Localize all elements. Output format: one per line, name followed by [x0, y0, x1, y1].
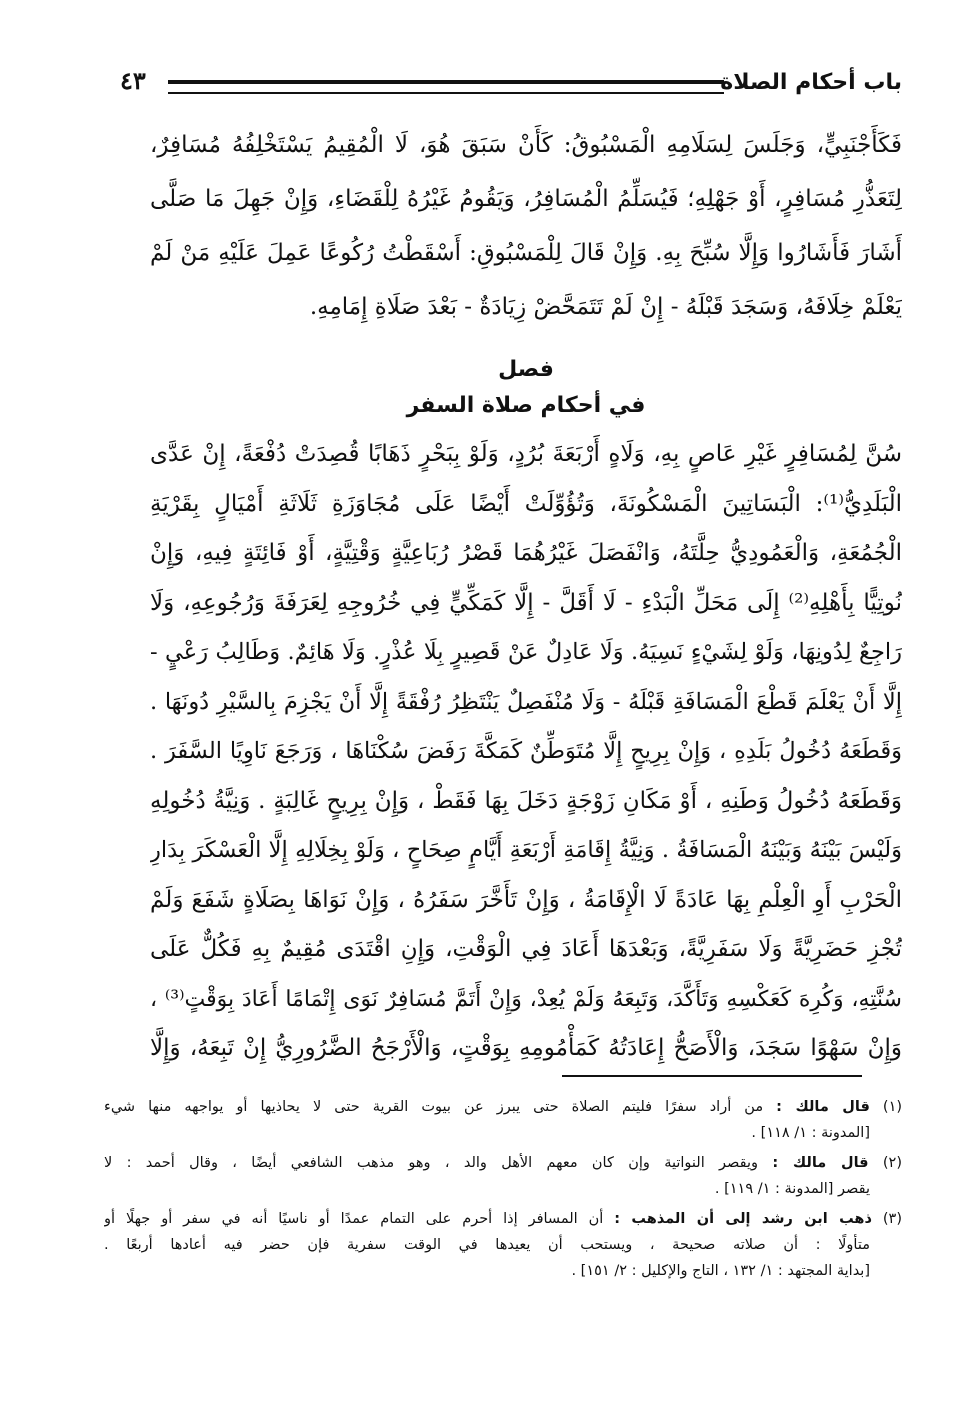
text-line: الْبَلَدِيُّ⁽¹⁾: الْبَسَاتِينَ الْمَسْكُونَةَ، وَتُؤُوِّلَتْ أَيْضًا عَلَى مُجَاوَزَةِ ثَلَاثَةِ أَمْيَالٍ بِقَرْيَةِ — [150, 490, 902, 517]
footnote-line — [104, 1094, 902, 1120]
text-line: وَقَطَعَهُ دُخُولُ بَلَدِهِ ، وَإِنْ بِرِيحٍ إِلَّا مُتَوَطِّنٌ كَمَكَّةَ رَفَضَ سُكْنَاهَا ، وَرَجَعَ نَاوِيًا السَّفَرَ . — [150, 738, 902, 764]
footnote-separator — [562, 1075, 862, 1077]
footnote-label: قال مالك : — [776, 1099, 870, 1115]
footnote-label: قال مالك : — [772, 1155, 869, 1171]
footnote-number: (١) — [882, 1099, 902, 1115]
text-line: يَعْلَمْ خِلَافَهُ، وَسَجَدَ قَبْلَهُ - إِنْ لَمْ تَتَمَحَّضْ زِيَادَةٌ - بَعْدَ صَلَاةِ إِمَامِهِ. — [309, 294, 902, 320]
running-header — [120, 66, 902, 106]
text-line: أَشَارَ فَأَشَارُوا وَإِلَّا سُبِّحَ بِهِ. وَإِنْ قَالَ لِلْمَسْبُوقِ: أَسْقَطْتُ رُكُوعًا عَمِلَ عَلَيْهِ مَنْ لَمْ — [150, 240, 902, 266]
footnote — [104, 1150, 902, 1202]
text-line: وَلَيْسَ بَيْنَهُ وَبَيْنَهُ الْمَسَافَةُ . وَنِيَّةُ إِقَامَةِ أَرْبَعَةِ أَيَّامٍ صِحَاحٍ ، وَلَوْ بِخِلَالِهِ إِلَّا الْعَسْكَرَ بِدَارِ — [150, 837, 902, 863]
section-title: فصل — [498, 357, 554, 382]
header-rule — [168, 80, 724, 94]
text-line: رَاجِعٌ لِدُونِهَا، وَلَوْ لِشَيْءٍ نَسِيَهُ. وَلَا عَادِلٌ عَنْ قَصِيرٍ بِلَا عُذْرٍ. وَلَا هَائِمٌ. وَطَالِبُ رَعْيٍ - — [150, 639, 902, 665]
footnote-line: يقصر [المدونة : ١/ ١١٩] . — [714, 1181, 870, 1197]
paragraph-continuation — [150, 118, 902, 334]
footnote — [104, 1094, 902, 1146]
text-line: لِتَعَذُّرِ مُسَافِرٍ، أَوْ جَهْلِهِ؛ فَيُسَلِّمُ الْمُسَافِرُ، وَيَقُومُ غَيْرُهُ لِلْقَضَاءِ، وَإِنْ جَهِلَ مَا صَلَّى — [150, 186, 902, 212]
footnote-number: (٣) — [882, 1211, 902, 1227]
section-subtitle: في أحكام صلاة السفر — [406, 393, 646, 418]
text-line: فَكَأَجْنَبِيٍّ، وَجَلَسَ لِسَلَامِهِ الْمَسْبُوقُ: كَأَنْ سَبَقَ هُوَ، لَا الْمُقِيمُ يَسْتَخْلِفُهُ مُسَافِرٌ، — [150, 132, 902, 158]
text-line: وَإِنْ سَهْوًا سَجَدَ، وَالْأَصَحُّ إِعَادَتُهُ كَمَأْمُومِهِ بِوَقْتٍ، وَالْأَرْجَحُ الضَّرُورِيُّ إِنْ تَبِعَهُ، وَإِلَّا — [150, 1035, 902, 1061]
text-line: سُنَّ لِمُسَافِرٍ غَيْرِ عَاصٍ بِهِ، وَلَاهٍ أَرْبَعَةَ بُرُدٍ، وَلَوْ بِبَحْرٍ ذَهَابًا قُصِدَتْ دُفْعَةً، إِنْ عَدَّى — [150, 441, 902, 467]
text-line: الْجُمُعَةِ، وَالْعَمُودِيُّ حِلَّتَهُ، وَانْفَصَلَ غَيْرُهُمَا قَصْرُ رُبَاعِيَّةٍ وَقْتِيَّةٍ، أَوْ فَائِتَةٍ فِيهِ، وَإِنْ — [150, 540, 902, 566]
footnote-text: ويقصر النواتية وإن كان معهم الأهل والد ، وهو مذهب الشافعي أيضًا ، وقال أحمد : لا — [104, 1155, 758, 1171]
section-body — [150, 430, 902, 1074]
page-number: ٤٣ — [120, 66, 146, 95]
footnote-line — [104, 1206, 902, 1232]
footnote-text: من أراد سفرًا فليتم الصلاة حتى يبرز عن بيوت القرية حتى لا يحاذيها أو يواجهه منها شيء — [104, 1099, 764, 1115]
text-line: تُجْزِ حَضَرِيَّةً وَلَا سَفَرِيَّةً، وَبَعْدَهَا أَعَادَ فِي الْوَقْتِ، وَإِنِ اقْتَدَى مُقِيمٌ بِهِ فَكُلٌّ عَلَى — [150, 936, 902, 962]
footnote-label: ذهب ابن رشد إلى أن المذهب : — [614, 1211, 872, 1227]
footnotes — [104, 1094, 902, 1288]
chapter-title: باب أحكام الصلاة — [720, 70, 902, 95]
footnote — [104, 1206, 902, 1284]
text-line: نُوتِيًّا بِأَهْلِهِ⁽²⁾ إِلَى مَحَلِّ الْبَدْءِ - لَا أَقَلَّ - إِلَّا كَمَكِّيٍّ فِي خُرُوجِهِ لِعَرَفَةَ وَرُجُوعِهِ، وَلَا — [150, 589, 902, 616]
footnote-number: (٢) — [882, 1155, 902, 1171]
text-line: وَقَطَعَهُ دُخُولُ وَطَنِهِ ، أَوْ مَكَانِ زَوْجَةٍ دَخَلَ بِهَا فَقَطْ ، وَإِنْ بِرِيحٍ غَالِبَةٍ . وَنِيَّةُ دُخُولِهِ — [150, 787, 902, 814]
footnote-line — [104, 1150, 902, 1176]
footnote-text: أن المسافر إذا أحرم على التمام عمدًا أو ناسيًا أنه في سفر أو جهلًا أو — [104, 1211, 604, 1227]
text-line: سُنَّتِهِ، وَكُرِهَ كَعَكْسِهِ وَتَأَكَّدَ، وَتَبِعَهُ وَلَمْ يُعِدْ، وَإِنْ أَتَمَّ مُسَافِرٌ نَوَى إِتْمَامًا أَعَادَ بِوَقْتٍ⁽³⁾ ، — [150, 986, 902, 1012]
footnote-line: متأولًا : أن صلاته صحيحة ، ويستحب أن يعيدها في الوقت سفرية فإن حضر فيه أعادها أربعًا . — [104, 1237, 870, 1253]
text-line: الْحَرْبِ أَوِ الْعِلْمِ بِهَا عَادَةً لَا الْإِقَامَةُ ، وَإِنْ تَأَخَّرَ سَفَرُهُ ، وَإِنْ نَوَاهَا بِصَلَاةٍ شَفَعَ وَلَمْ — [150, 886, 902, 913]
footnote-line: [المدونة : ١/ ١١٨] . — [751, 1125, 870, 1141]
section-heading — [150, 352, 902, 424]
text-line: إِلَّا أَنْ يَعْلَمَ قَطْعَ الْمَسَافَةِ قَبْلَهُ - وَلَا مُنْفَصِلٌ يَنْتَظِرُ رُفْقَةً إِلَّا أَنْ يَجْزِمَ بِالسَّيْرِ دُونَهَا . — [150, 688, 902, 715]
footnote-line: [بداية المجتهد : ١/ ١٣٢ ، التاج والإكليل : ٢/ ١٥١] . — [571, 1263, 870, 1279]
